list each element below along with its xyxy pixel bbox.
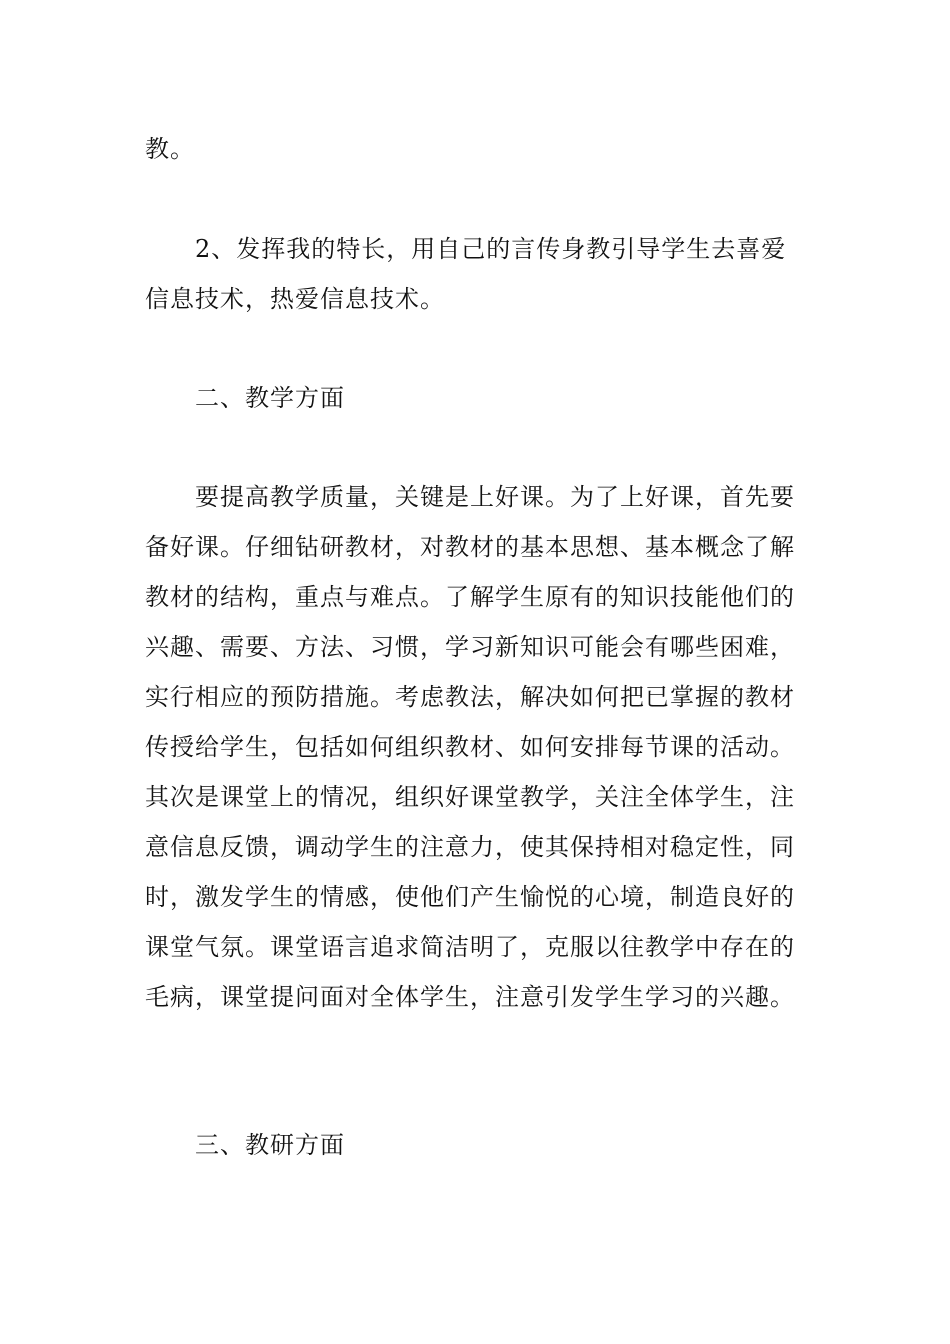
section-heading-teaching: 二、教学方面 xyxy=(195,384,345,412)
paragraph-item-2: 2、发挥我的特长，用自己的言传身教引导学生去喜爱信息技术，热爱信息技术。 xyxy=(145,235,787,313)
paragraph-teaching-body: 要提高教学质量，关键是上好课。为了上好课，首先要备好课。仔细钻研教材，对教材的基本思想、基本概念了解教材的结构，重点与难点。了解学生原有的知识技能他们的兴趣、需要、方法、习惯，学习新知识可能会有哪些困难，实行相应的预防措施。考虑教法，解决如何把已掌握的教材传授给学生，包括如何组织教材、如何安排每节课的活动。其次是课堂上的情况，组织好课堂教学，关注全体学生，注意信息反馈，调动学生的注意力，使其保持相对稳定性，同时，激发学生的情感，使他们产生愉悦的心境，制造良好的课堂气氛。课堂语言追求简洁明了，克服以往教学中存在的毛病，课堂提问面对全体学生，注意引发学生学习的兴趣。 xyxy=(145,483,795,1011)
section-heading-research: 三、教研方面 xyxy=(195,1131,345,1159)
paragraph-continuation: 教。 xyxy=(145,135,195,163)
